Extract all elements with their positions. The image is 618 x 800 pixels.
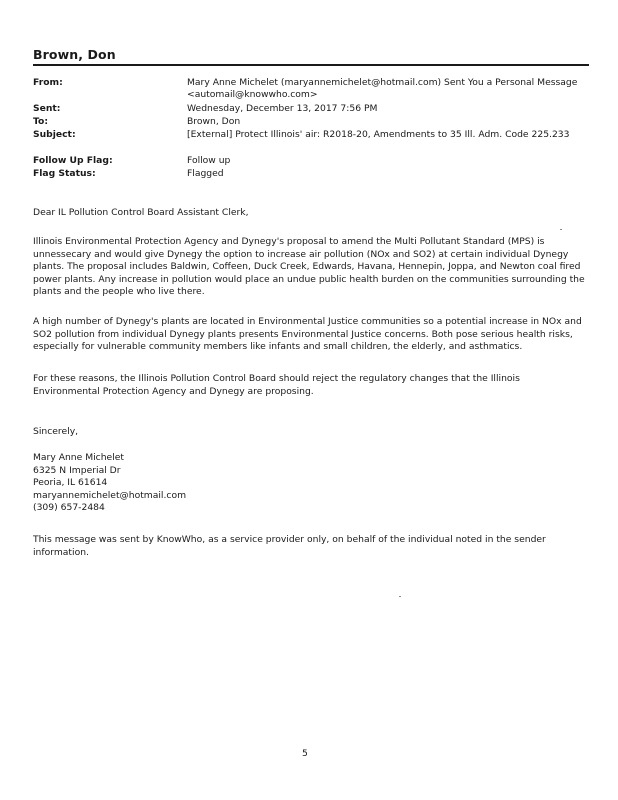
- signature-name: Mary Anne Michelet: [33, 452, 125, 463]
- follow-up-flag-label: Follow Up Flag:: [33, 155, 113, 166]
- signature-email: maryannemichelet@hotmail.com: [33, 489, 187, 501]
- scan-speck: [560, 229, 562, 230]
- closing-text: Sincerely,: [33, 426, 79, 437]
- from-label: From:: [33, 77, 63, 88]
- greeting: [33, 207, 589, 220]
- service-footer-note-text: This message was sent by KnowWho, as a service provider only, on behalf of the individual noted in the sender information.: [33, 534, 546, 558]
- flag-status-value: Flagged: [187, 168, 224, 179]
- scan-speck: [399, 596, 401, 597]
- subject-value: [External] Protect Illinois' air: R2018-20, Amendments to 35 Ill. Adm. Code 225.233: [187, 129, 570, 140]
- body-paragraph-2: [33, 316, 589, 354]
- body-paragraph-1: [33, 236, 589, 299]
- body-paragraph-3-text: For these reasons, the Illinois Pollution Control Board should reject the regulatory changes that the Illinois Environmental Protection Agency and Dynegy are proposing.: [33, 373, 520, 397]
- flag-status-label: Flag Status:: [33, 168, 96, 179]
- to-value: Brown, Don: [187, 116, 241, 127]
- service-footer-note: [33, 534, 589, 559]
- from-value-line2: <automail@knowwho.com>: [187, 89, 318, 100]
- signature-street: 6325 N Imperial Dr: [33, 464, 121, 476]
- to-label: To:: [33, 116, 49, 127]
- subject-label: Subject:: [33, 129, 76, 140]
- from-value-line1: Mary Anne Michelet (maryannemichelet@hotmail.com) Sent You a Personal Message: [187, 77, 578, 88]
- body-paragraph-3: [33, 373, 589, 398]
- sent-label: Sent:: [33, 103, 61, 114]
- body-paragraph-2-text: A high number of Dynegy's plants are located in Environmental Justice communities so a potential increase in NOx and SO2 pollution from individual Dynegy plants presents Environmental Justice concerns. Both pose serious health risks, especially for vulnerable community members like infants and small children, the elderly, and asthmatics.: [33, 316, 582, 353]
- header-divider: [33, 64, 589, 66]
- page-number: 5: [302, 748, 308, 759]
- body-paragraph-1-text: Illinois Environmental Protection Agency and Dynegy's proposal to amend the Multi Pollutant Standard (MPS) is unnessecary and would give Dynegy the option to increase air pollution (NOx and SO2) at certain individual Dynegy plants. The proposal includes Baldwin, Coffeen, Duck Creek, Edwards, Havana, Hennepin, Joppa, and Newton coal fired power plants. Any increase in pollution would place an undue public health burden on the communities surrounding the plants and the people who live there.: [33, 236, 585, 298]
- signature-block: [33, 452, 589, 515]
- mailbox-owner-name: Brown, Don: [33, 47, 116, 62]
- follow-up-flag-value: Follow up: [187, 155, 231, 166]
- from-value: [187, 77, 587, 101]
- sent-value: Wednesday, December 13, 2017 7:56 PM: [187, 103, 378, 114]
- greeting-text: Dear IL Pollution Control Board Assistant Clerk,: [33, 207, 249, 218]
- signature-phone: (309) 657-2484: [33, 502, 105, 514]
- signature-city: Peoria, IL 61614: [33, 477, 108, 489]
- closing: [33, 426, 589, 439]
